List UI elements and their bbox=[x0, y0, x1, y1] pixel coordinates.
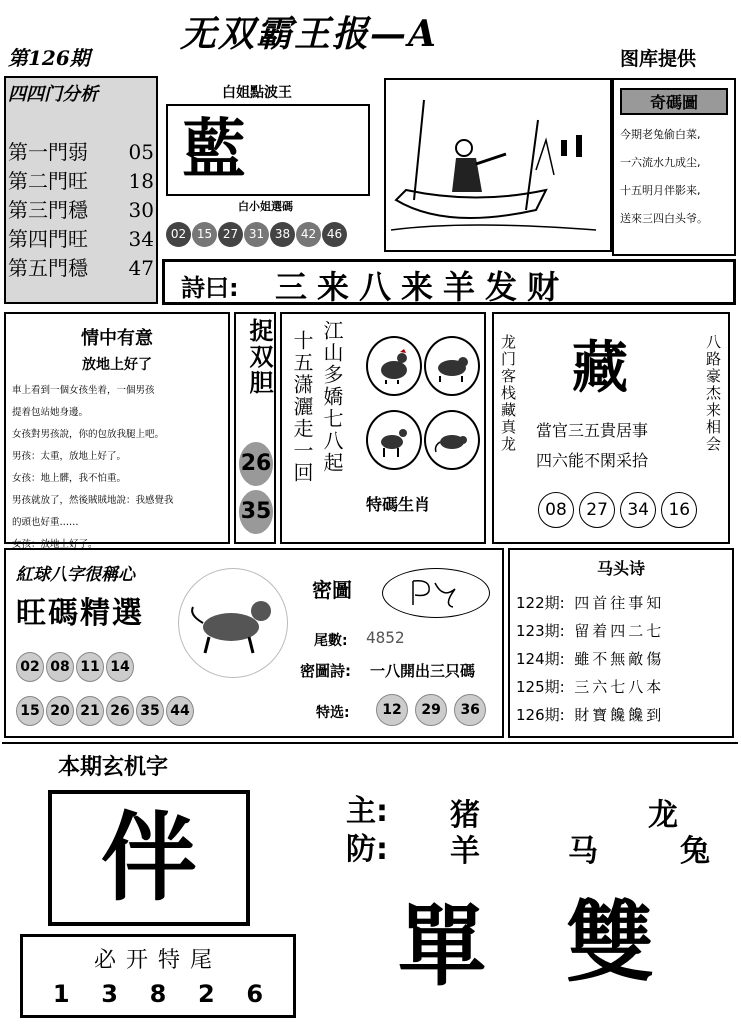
poem-label: 密圖詩: bbox=[300, 662, 351, 680]
hidden-numbers bbox=[538, 492, 697, 528]
hidden-right-verse: 八路豪杰来相会 bbox=[704, 334, 722, 453]
gate-label: 第五門穩 bbox=[8, 256, 88, 280]
hidden-big-char: 藏 bbox=[572, 335, 628, 401]
wang-numbers-row2 bbox=[16, 696, 196, 726]
rooster-icon bbox=[366, 336, 422, 396]
horse-poem-text: 留着四二七 bbox=[574, 622, 665, 640]
tail-value: 4852 bbox=[366, 628, 405, 647]
gate-label: 第二門旺 bbox=[8, 169, 88, 193]
wang-title: 旺碼精選 bbox=[16, 596, 144, 631]
gate-label: 第四門旺 bbox=[8, 227, 88, 251]
zodiac-label: 特碼生肖 bbox=[366, 495, 431, 514]
color-wave-subheading: 白小姐選碼 bbox=[238, 200, 293, 213]
must-tail-box bbox=[20, 934, 296, 1018]
story-line: 的頭也好重…… bbox=[12, 517, 79, 528]
odd-code-panel bbox=[612, 78, 736, 256]
number-ball: 21 bbox=[76, 696, 104, 726]
page-title: 无双霸王报—A bbox=[180, 13, 438, 55]
zodiac-verse-2: 江山多嬌七八起 bbox=[320, 320, 344, 474]
number-ball: 11 bbox=[76, 652, 104, 682]
secret-glyph bbox=[382, 568, 490, 618]
tail-digit: 6 bbox=[246, 980, 264, 1008]
odd-code-line: 十五明月伴影来, bbox=[620, 184, 701, 197]
tail-label: 尾數: bbox=[314, 633, 348, 649]
number-ball: 02 bbox=[166, 222, 191, 247]
zodiac-panel bbox=[280, 312, 486, 544]
story-body bbox=[6, 374, 228, 556]
main-value: 猪 bbox=[450, 798, 480, 833]
horse-poem-row bbox=[516, 589, 732, 617]
hidden-left-verse: 龙门客栈藏真龙 bbox=[499, 334, 517, 453]
number-ball: 31 bbox=[244, 222, 269, 247]
fisherman-boat-icon bbox=[386, 80, 610, 250]
number-ball: 15 bbox=[16, 696, 44, 726]
odd-label-big: 單 bbox=[398, 894, 487, 998]
number-ball: 36 bbox=[454, 694, 486, 726]
special-numbers bbox=[376, 694, 488, 726]
color-wave-heading: 白姐點波王 bbox=[222, 85, 292, 101]
horse-poem-issue: 126期: bbox=[516, 706, 565, 724]
wang-numbers-row1 bbox=[16, 652, 136, 682]
hidden-panel bbox=[492, 312, 730, 544]
tail-digit: 3 bbox=[101, 980, 118, 1008]
story-line: 女孩對男孩說，你的包放我腿上吧。 bbox=[12, 429, 165, 440]
zodiac-verse-1: 十五潇灑走一回 bbox=[290, 330, 314, 484]
number-ball: 44 bbox=[166, 696, 194, 726]
number-ball: 12 bbox=[376, 694, 408, 726]
fisherman-illustration bbox=[384, 78, 612, 252]
gate-row bbox=[8, 138, 154, 167]
gate-row bbox=[8, 225, 154, 254]
story-subtitle: 放地上好了 bbox=[82, 357, 152, 373]
horse-poem-text: 財寶饞饞到 bbox=[574, 706, 665, 724]
special-label: 特选: bbox=[316, 705, 350, 721]
gate-label: 第一門弱 bbox=[8, 140, 88, 164]
poem-prefix: 詩曰: bbox=[181, 274, 239, 302]
double-guess-title: 捉双胆 bbox=[245, 318, 273, 396]
poem-text-secret: 一八開出三只碼 bbox=[370, 662, 476, 680]
horse-poem-issue: 122期: bbox=[516, 594, 565, 612]
story-line: 男孩：太重，放地上好了。 bbox=[12, 451, 127, 462]
number-ball: 38 bbox=[270, 222, 295, 247]
number-ball: 27 bbox=[218, 222, 243, 247]
gate-value: 30 bbox=[128, 198, 154, 222]
goat-icon bbox=[366, 410, 422, 470]
tail-digit: 2 bbox=[198, 980, 215, 1008]
tiger-icon bbox=[424, 336, 480, 396]
gate-label: 第三門穩 bbox=[8, 198, 88, 222]
number-ball: 08 bbox=[46, 652, 74, 682]
horse-poem-row bbox=[516, 673, 732, 701]
guard-value: 兔 bbox=[680, 834, 710, 869]
number-ball: 02 bbox=[16, 652, 44, 682]
number-ball: 15 bbox=[192, 222, 217, 247]
horse-poem-text: 三六七八本 bbox=[574, 678, 665, 696]
horse-poem-text: 雖不無敵傷 bbox=[574, 650, 665, 668]
provider-label: 图库提供 bbox=[620, 48, 697, 70]
number-ball: 26 bbox=[106, 696, 134, 726]
odd-code-lines bbox=[614, 121, 734, 233]
poem-text: 三来八来羊发财 bbox=[275, 268, 570, 306]
gate-value: 47 bbox=[128, 256, 154, 280]
odd-code-line: 一六流水九成尘, bbox=[620, 156, 701, 169]
gate-analysis-list bbox=[8, 138, 154, 283]
odd-code-line: 送來三四白头爷。 bbox=[620, 212, 708, 225]
number-ball: 42 bbox=[296, 222, 321, 247]
horse-poem-text: 四首往事知 bbox=[574, 594, 665, 612]
horse-poem-title: 马头诗 bbox=[596, 559, 645, 578]
story-line: 女孩：地上髒，我不怕重。 bbox=[12, 473, 127, 484]
tail-digit: 1 bbox=[52, 980, 70, 1008]
guess-ball: 35 bbox=[239, 490, 273, 534]
odd-code-title: 奇碼圖 bbox=[620, 88, 728, 115]
gate-row bbox=[8, 167, 154, 196]
mystery-char-box bbox=[48, 790, 250, 926]
main-value: 龙 bbox=[648, 798, 678, 833]
wang-tagline: 紅球八字很稱心 bbox=[16, 565, 135, 585]
main-label: 主: bbox=[346, 794, 388, 829]
story-line: 女孩：放地上好了。 bbox=[12, 539, 98, 550]
story-panel bbox=[4, 312, 230, 550]
guard-label: 防: bbox=[346, 832, 388, 867]
double-guess-panel bbox=[234, 312, 276, 544]
guard-value: 羊 bbox=[450, 834, 480, 869]
gate-analysis-title: 四四门分析 bbox=[8, 84, 98, 105]
tail-digit: 8 bbox=[149, 980, 167, 1008]
story-line: 男孩就放了，然後賊賊地說：我感覺我 bbox=[12, 495, 174, 506]
mystery-title: 本期玄机字 bbox=[58, 755, 169, 780]
number-ball: 14 bbox=[106, 652, 134, 682]
color-wave-char: 藍 bbox=[182, 112, 246, 187]
horse-poem-row bbox=[516, 701, 732, 729]
horse-poem-panel bbox=[508, 548, 734, 738]
odd-code-line: 今期老兔偷白菜, bbox=[620, 128, 701, 141]
story-title: 情中有意 bbox=[81, 328, 153, 349]
number-ball: 20 bbox=[46, 696, 74, 726]
gate-row bbox=[8, 254, 154, 283]
guess-ball: 26 bbox=[239, 442, 273, 486]
color-wave-numbers bbox=[166, 222, 380, 247]
issue-number: 第126期 bbox=[8, 46, 90, 70]
number-ball: 27 bbox=[579, 492, 615, 528]
horse-poem-list bbox=[510, 579, 732, 729]
number-ball: 29 bbox=[415, 694, 447, 726]
gate-value: 05 bbox=[128, 140, 154, 164]
number-ball: 35 bbox=[136, 696, 164, 726]
must-tail-title: 必开特尾 bbox=[93, 948, 222, 973]
horse-poem-row bbox=[516, 645, 732, 673]
hidden-line-2: 四六能不閑采拾 bbox=[536, 451, 649, 470]
horse-poem-issue: 124期: bbox=[516, 650, 565, 668]
secret-label: 密圖 bbox=[312, 578, 352, 602]
number-ball: 16 bbox=[661, 492, 697, 528]
secret-glyph-icon bbox=[383, 569, 489, 617]
hidden-line-1: 當官三五貴居事 bbox=[536, 421, 649, 440]
wang-panel bbox=[4, 548, 504, 738]
even-label-big: 雙 bbox=[566, 890, 655, 994]
guard-value: 马 bbox=[568, 834, 598, 869]
double-guess-numbers bbox=[239, 442, 274, 534]
horse-poem-issue: 125期: bbox=[516, 678, 565, 696]
dog-illustration bbox=[178, 568, 288, 678]
horse-poem-issue: 123期: bbox=[516, 622, 565, 640]
dog-icon bbox=[179, 569, 287, 677]
mystery-char: 伴 bbox=[101, 801, 197, 914]
number-ball: 46 bbox=[322, 222, 347, 247]
number-ball: 34 bbox=[620, 492, 656, 528]
story-line: 提着包站她身邊。 bbox=[12, 407, 89, 418]
gate-value: 34 bbox=[128, 227, 154, 251]
horse-poem-row bbox=[516, 617, 732, 645]
must-tail-digits bbox=[23, 974, 293, 1008]
rat-icon bbox=[424, 410, 480, 470]
story-line: 車上看到一個女孩坐着，一個男孩 bbox=[12, 385, 155, 396]
gate-value: 18 bbox=[128, 169, 154, 193]
number-ball: 08 bbox=[538, 492, 574, 528]
color-wave-box bbox=[166, 104, 370, 196]
poem-bar bbox=[162, 259, 736, 305]
gate-row bbox=[8, 196, 154, 225]
